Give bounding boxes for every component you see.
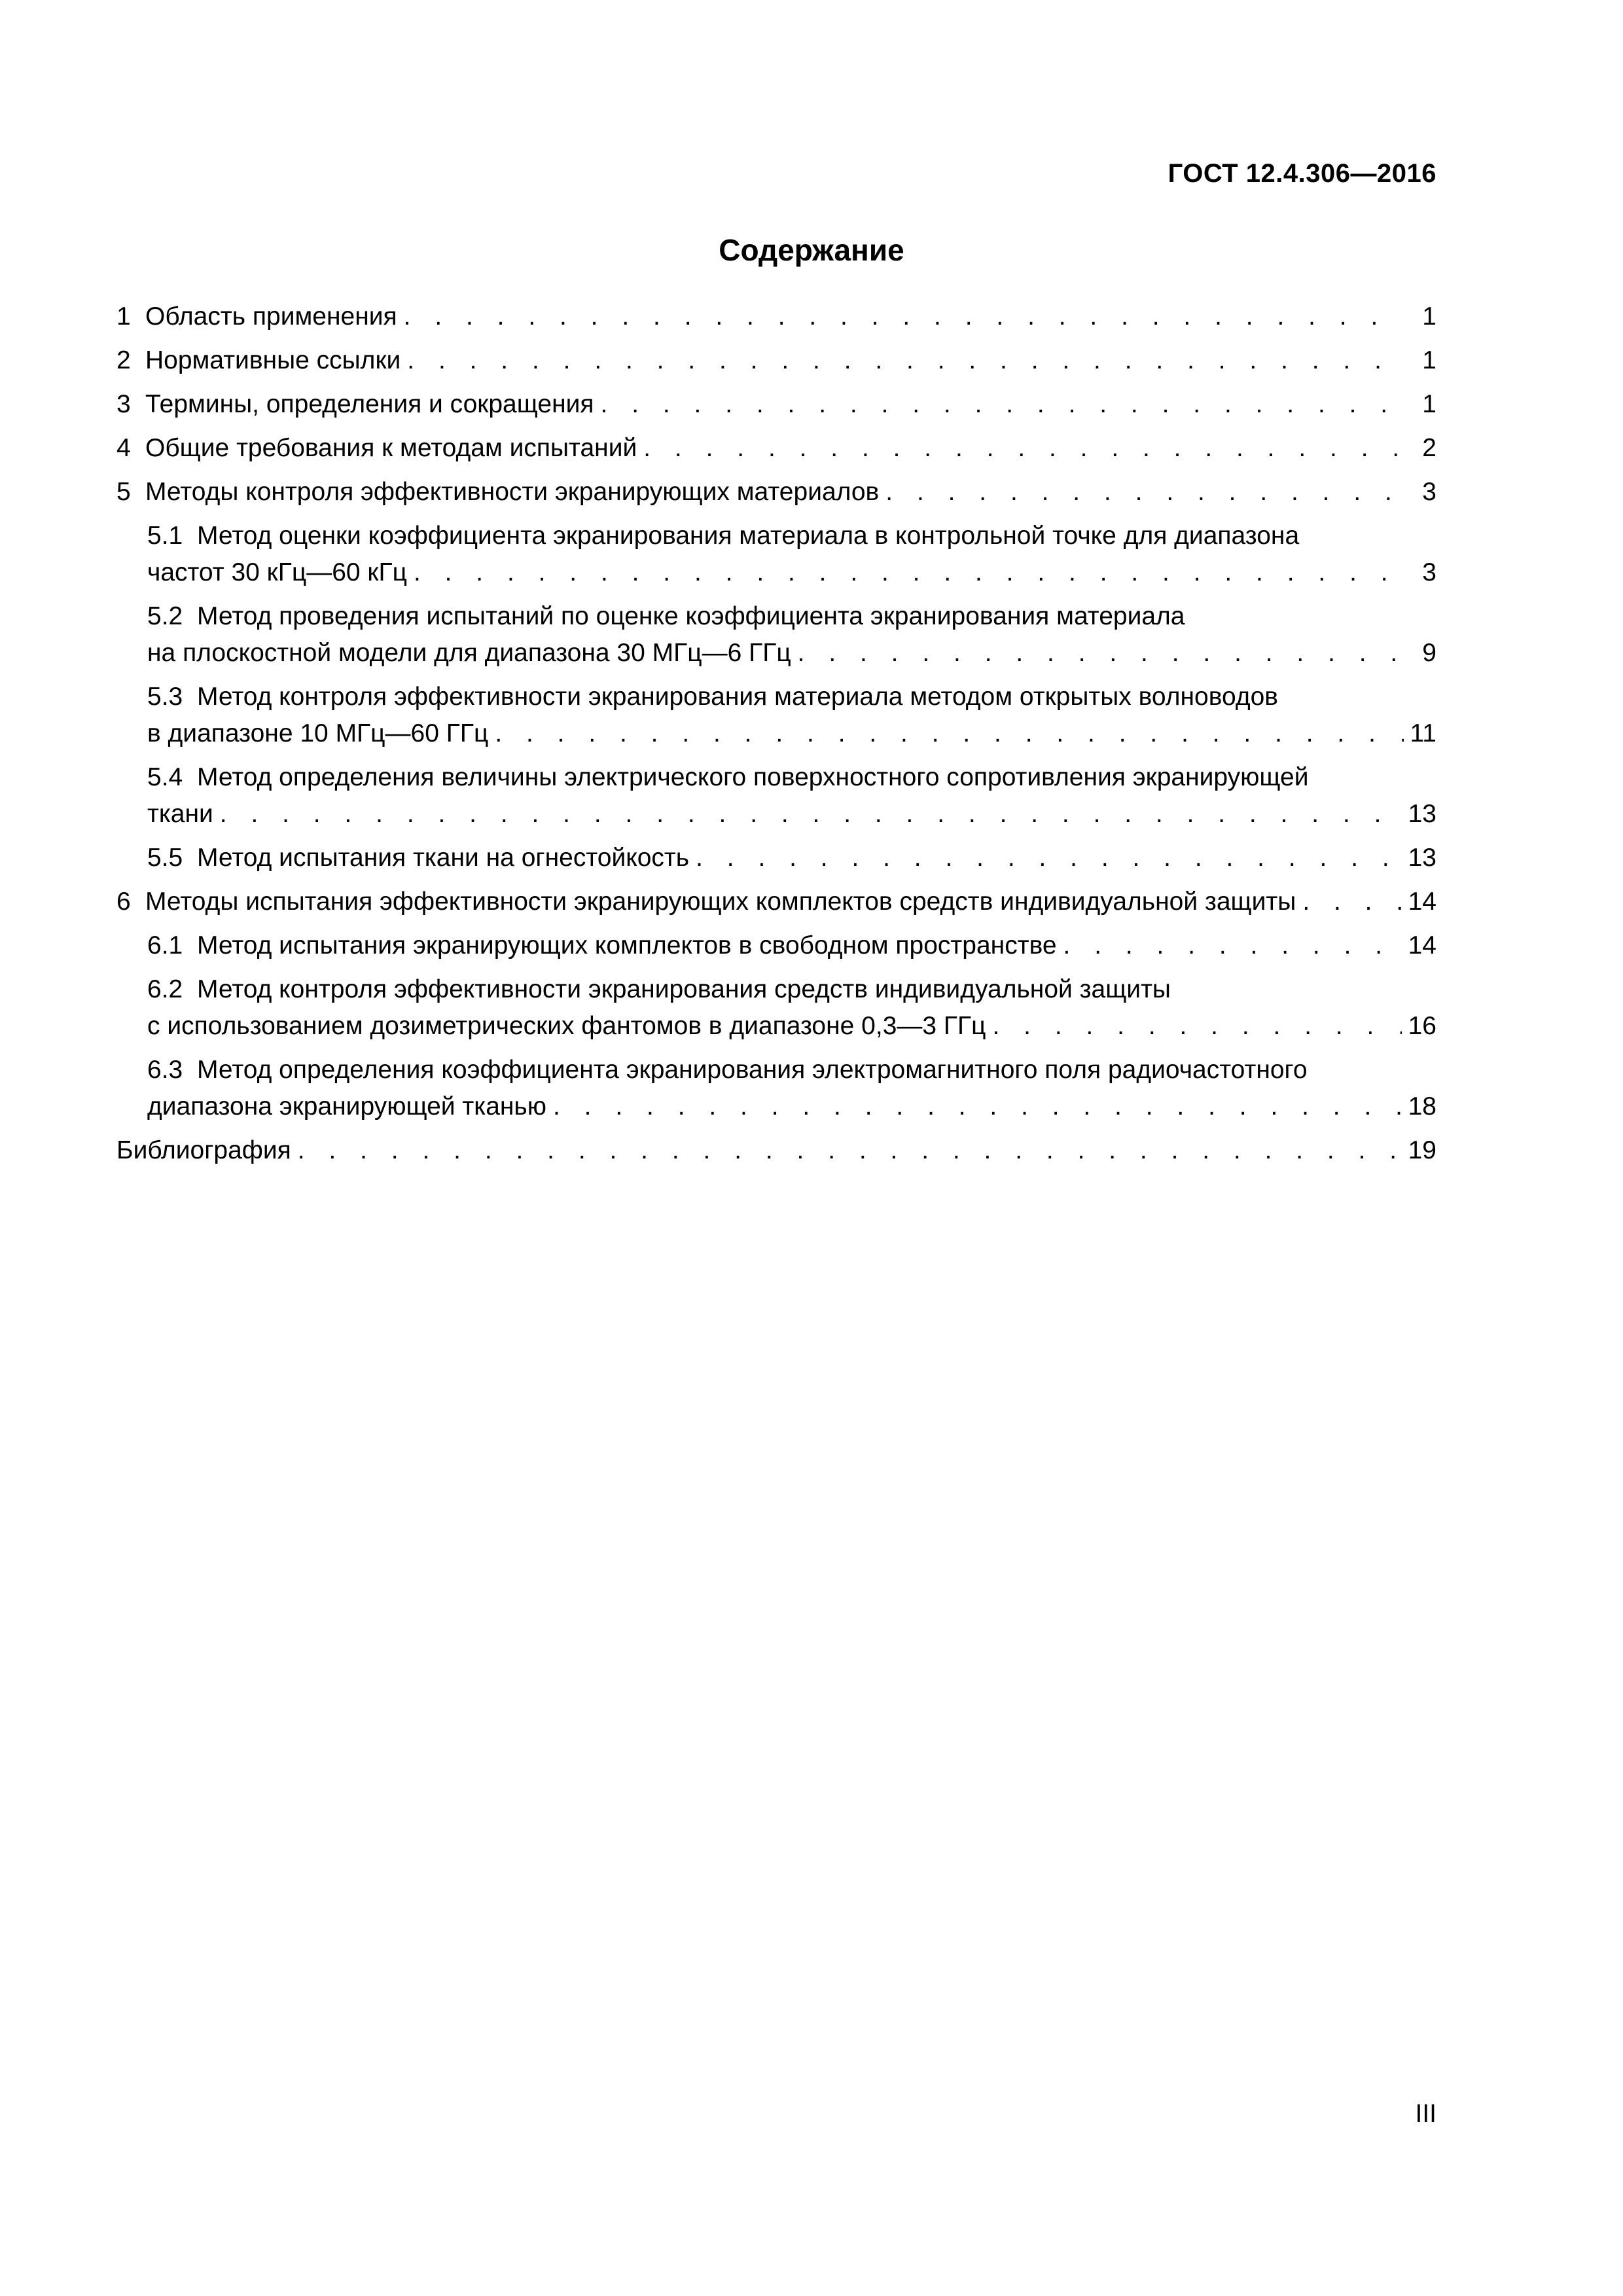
toc-dot-leader [696, 840, 1402, 876]
toc-entry-title [116, 298, 397, 335]
toc-entry[interactable] [116, 679, 1436, 752]
toc-entry-title [116, 430, 637, 467]
toc-entry-title-text: Метод испытания ткани на огнестойкость [197, 844, 690, 872]
toc-entry[interactable] [116, 1052, 1436, 1125]
toc-entry-first-line [147, 598, 1436, 635]
toc-entry-line [147, 1008, 1436, 1045]
toc-entry[interactable] [116, 386, 1436, 423]
toc-entry-title-text: Методы контроля эффективности экранирующих материалов [145, 478, 880, 506]
toc-dot-leader [414, 554, 1404, 591]
toc-entry-line [116, 474, 1436, 511]
toc-entry[interactable] [116, 298, 1436, 335]
toc-entry-title-text: с использованием дозиметрических фантомов в диапазоне 0,3—3 ГГц [147, 1012, 986, 1040]
toc-entry[interactable] [116, 840, 1436, 876]
toc-dot-leader [885, 474, 1404, 511]
toc-dot-leader [407, 342, 1404, 379]
toc-entry-title [147, 1088, 546, 1125]
toc-dot-leader [601, 386, 1404, 423]
toc-entry-title-start: Метод оценки коэффициента экранирования материала в контрольной точке для диапазона [197, 522, 1300, 550]
page-number: III [1415, 2100, 1436, 2128]
toc-entry-title-start: Метод определения величины электрического поверхностного сопротивления экранирующей [197, 763, 1309, 791]
toc-entry-page: 19 [1408, 1136, 1436, 1164]
toc-entry-line [116, 1132, 1436, 1169]
toc-entry-page: 9 [1422, 639, 1436, 667]
toc-entry-title-text: Метод испытания экранирующих комплектов в свободном пространстве [197, 931, 1057, 960]
toc-entry-first-line [147, 518, 1436, 554]
toc-entry-page: 1 [1422, 390, 1436, 418]
toc-dot-leader [992, 1008, 1401, 1045]
toc-entry-title-text: Область применения [145, 302, 397, 331]
toc-dot-leader [1063, 927, 1402, 964]
toc-entry-number: 5 [116, 478, 131, 506]
toc-entry-title [147, 635, 791, 672]
toc-entry-page: 13 [1408, 800, 1436, 828]
toc-entry-line [116, 884, 1436, 920]
toc-entry-page: 1 [1422, 346, 1436, 374]
toc-entry-first-line [147, 759, 1436, 796]
toc-entry-number: 4 [116, 434, 131, 462]
toc-entry-number: 6.2 [147, 975, 183, 1003]
toc-entry[interactable] [116, 759, 1436, 833]
toc-entry-line [147, 927, 1436, 964]
toc-entry-title-start: Метод проведения испытаний по оценке коэффициента экранирования материала [197, 602, 1185, 630]
toc-entry-number: 5.4 [147, 763, 183, 791]
toc-entry[interactable] [116, 1132, 1436, 1169]
toc-dot-leader [220, 796, 1402, 833]
toc-entry-line [147, 635, 1436, 672]
table-of-contents [116, 298, 1436, 1176]
toc-entry-title [116, 342, 401, 379]
toc-entry-line [116, 430, 1436, 467]
toc-entry-number: 3 [116, 390, 131, 418]
toc-title: Содержание [719, 233, 904, 267]
toc-entry-title [116, 474, 879, 511]
toc-entry-title-text: в диапазоне 10 МГц—60 ГГц [147, 719, 489, 747]
toc-entry-title-text: Методы испытания эффективности экранирующих комплектов средств индивидуальной защиты [145, 888, 1296, 916]
toc-dot-leader [553, 1088, 1402, 1125]
toc-entry-title [147, 796, 213, 833]
toc-entry-page: 2 [1422, 434, 1436, 462]
toc-entry-page: 3 [1422, 558, 1436, 586]
toc-entry-page: 11 [1410, 719, 1436, 747]
toc-entry-page: 18 [1408, 1092, 1436, 1121]
toc-entry-line [147, 840, 1436, 876]
toc-entry[interactable] [116, 342, 1436, 379]
toc-dot-leader [643, 430, 1404, 467]
toc-entry-title-start: Метод контроля эффективности экранирования средств индивидуальной защиты [197, 975, 1171, 1003]
toc-entry-title-text: Общие требования к методам испытаний [145, 434, 637, 462]
toc-entry-title [147, 715, 488, 752]
toc-entry-line [147, 715, 1436, 752]
toc-entry[interactable] [116, 884, 1436, 920]
toc-entry-first-line [147, 1052, 1436, 1088]
toc-entry-first-line [147, 971, 1436, 1008]
toc-entry-line [116, 386, 1436, 423]
toc-entry-page: 13 [1408, 844, 1436, 872]
toc-entry-number: 1 [116, 302, 131, 331]
toc-entry-number: 5.5 [147, 844, 183, 872]
toc-entry-title-text: Библиография [116, 1136, 291, 1164]
toc-entry-title [147, 927, 1057, 964]
toc-entry-title [147, 840, 689, 876]
toc-entry-title-text: диапазона экранирующей тканью [147, 1092, 547, 1121]
toc-dot-leader [798, 635, 1404, 672]
toc-entry[interactable] [116, 474, 1436, 511]
toc-entry-line [147, 1088, 1436, 1125]
toc-entry-number: 5.2 [147, 602, 183, 630]
toc-entry-number: 2 [116, 346, 131, 374]
toc-entry-title [116, 1132, 291, 1169]
toc-entry-title-text: на плоскостной модели для диапазона 30 МГц—6 ГГц [147, 639, 791, 667]
toc-entry-line [116, 342, 1436, 379]
standard-id-header: ГОСТ 12.4.306—2016 [1168, 159, 1436, 188]
toc-entry-line [116, 298, 1436, 335]
toc-entry[interactable] [116, 430, 1436, 467]
toc-entry-title [116, 386, 594, 423]
toc-entry[interactable] [116, 598, 1436, 672]
toc-entry-title-text: частот 30 кГц—60 кГц [147, 558, 407, 586]
toc-entry-title-text: Нормативные ссылки [145, 346, 401, 374]
toc-entry-title [147, 1008, 986, 1045]
toc-entry-title-start: Метод контроля эффективности экранирования материала методом открытых волноводов [197, 683, 1278, 711]
toc-entry-number: 5.1 [147, 522, 183, 550]
toc-dot-leader [404, 298, 1404, 335]
toc-dot-leader [495, 715, 1403, 752]
toc-entry-page: 14 [1408, 888, 1436, 916]
toc-entry-page: 16 [1408, 1012, 1436, 1040]
toc-entry-title [147, 554, 407, 591]
toc-dot-leader [298, 1132, 1402, 1169]
toc-entry[interactable] [116, 518, 1436, 591]
toc-entry-number: 6.1 [147, 931, 183, 960]
toc-entry-first-line [147, 679, 1436, 715]
toc-entry-title-text: ткани [147, 800, 213, 828]
toc-entry-number: 5.3 [147, 683, 183, 711]
toc-entry-page: 14 [1408, 931, 1436, 960]
toc-entry-title-text: Термины, определения и сокращения [145, 390, 594, 418]
toc-entry-number: 6 [116, 888, 131, 916]
toc-entry-page: 1 [1422, 302, 1436, 331]
toc-entry-title-start: Метод определения коэффициента экранирования электромагнитного поля радиочастотного [197, 1056, 1308, 1084]
toc-entry[interactable] [116, 971, 1436, 1045]
toc-entry-line [147, 796, 1436, 833]
toc-dot-leader [1302, 884, 1401, 920]
toc-entry-line [147, 554, 1436, 591]
toc-entry[interactable] [116, 927, 1436, 964]
toc-entry-number: 6.3 [147, 1056, 183, 1084]
toc-entry-page: 3 [1422, 478, 1436, 506]
toc-entry-title [116, 884, 1296, 920]
